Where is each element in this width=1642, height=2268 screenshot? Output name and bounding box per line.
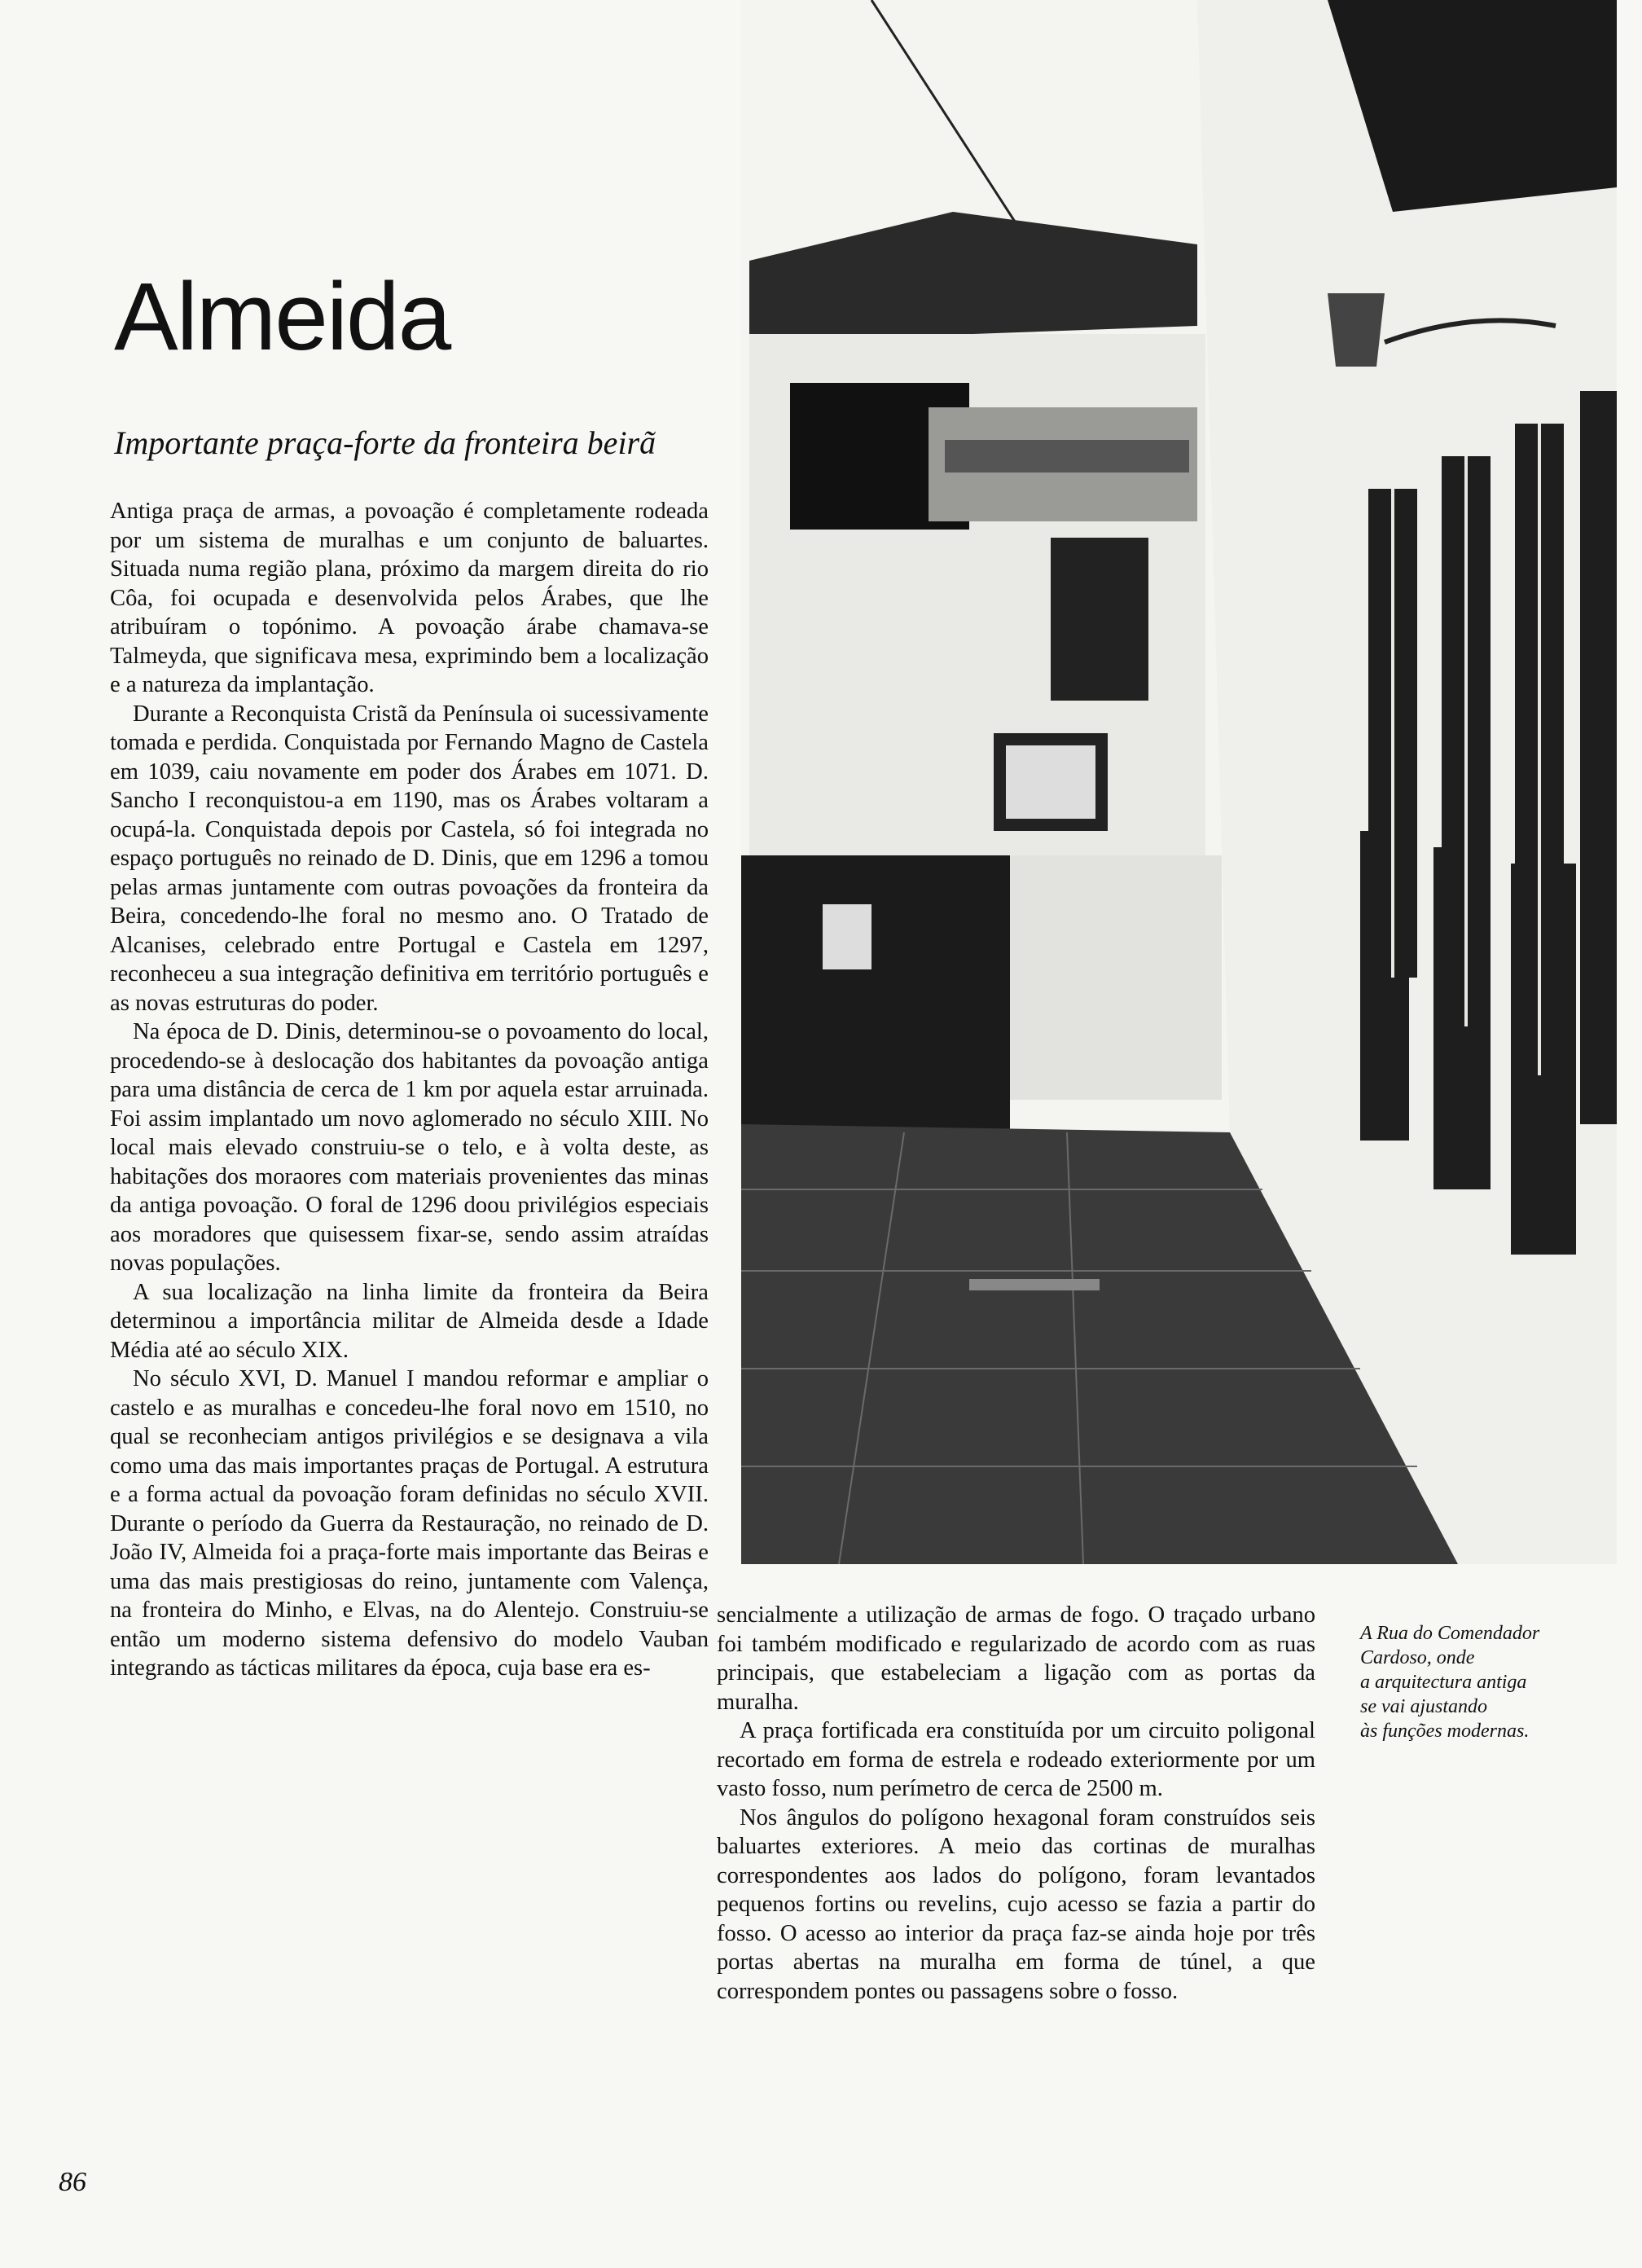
article-title: Almeida — [114, 263, 450, 371]
body-column-1 — [110, 497, 709, 1683]
body-column-2 — [717, 1601, 1315, 2006]
paragraph: sencialmente a utilização de armas de fogo. O traçado urbano foi também modificado e regularizado de acordo com as ruas principais, que estabeleciam a ligação com as portas da muralha. — [717, 1602, 1315, 1715]
article-subtitle: Importante praça-forte da fronteira beirã — [114, 424, 656, 461]
photo-caption — [1360, 1621, 1629, 1743]
caption-line: às funções modernas. — [1360, 1721, 1530, 1742]
paragraph: Durante a Reconquista Cristã da Península oi sucessivamente tomada e perdida. Conquistada por Fernando Magno de Castela em 1039, caiu novamente em poder dos Árabes em 1071. D. Sancho I reconquistou-a em 1190, mas os Árabes voltaram a ocupá-la. Conquistada depois por Castela, só foi integrada no espaço português no reinado de D. Dinis, que em 1296 a tomou pelas armas juntamente com outras povoações da fronteira da Beira, concedendo-lhe foral no mesmo ano. O Tratado de Alcanises, celebrado entre Portugal e Castela em 1297, reconheceu a sua integração definitiva em território português e as novas estruturas do poder. — [110, 701, 709, 1016]
street-photo — [741, 0, 1617, 1564]
paragraph: A sua localização na linha limite da fronteira da Beira determinou a importância militar de Almeida desde a Idade Média até ao século XIX. — [110, 1279, 709, 1363]
page-number: 86 — [59, 2167, 86, 2197]
caption-line: a arquitectura antiga — [1360, 1672, 1527, 1693]
paragraph: Nos ângulos do polígono hexagonal foram construídos seis baluartes exteriores. A meio das cortinas de muralhas correspondentes aos lados do polígono, foram levantados pequenos fortins ou revelins, cujo acesso se fazia a partir do fosso. O acesso ao interior da praça faz-se ainda hoje por três portas abertas na muralha em forma de túnel, a que correspondem pontes ou passagens sobre o fosso. — [717, 1804, 1315, 2004]
street-photo-illustration — [741, 0, 1617, 1564]
paragraph: Antiga praça de armas, a povoação é completamente rodeada por um sistema de muralhas e um conjunto de baluartes. Situada numa região plana, próximo da margem direita do rio Côa, foi ocupada e desenvolvida pelos Árabes, que lhe atribuíram o topónimo. A povoação árabe chamava-se Talmeyda, que significava mesa, exprimindo bem a localização e a natureza da implantação. — [110, 499, 709, 697]
paragraph: Na época de D. Dinis, determinou-se o povoamento do local, procedendo-se à deslocação dos habitantes da povoação antiga para uma distância de cerca de 1 km por aquela estar arruinada. Foi assim implantado um novo aglomerado no século XIII. No local mais elevado construiu-se o telo, e à volta deste, as habitações dos moraores com materiais provenientes das minas da antiga povoação. O foral de 1296 doou privilégios especiais aos moradores que quisessem fixar-se, sendo assim atraídas novas populações. — [110, 1019, 709, 1276]
caption-line: se vai ajustando — [1360, 1696, 1487, 1717]
paragraph: No século XVI, D. Manuel I mandou reformar e ampliar o castelo e as muralhas e concedeu-lhe foral novo em 1510, no qual se reconheciam antigos privilégios e se designava a vila como uma das mais importantes praças de Portugal. A estrutura e a forma actual da povoação foram definidas no século XVII. Durante o período da Guerra da Restauração, no reinado de D. João IV, Almeida foi a praça-forte mais importante das Beiras e uma das mais prestigiosas do reino, juntamente com Valença, na fronteira do Minho, e Elvas, na do Alentejo. Construiu-se então um moderno sistema defensivo do modelo Vauban integrando as tácticas militares da época, cuja base era es- — [110, 1366, 709, 1681]
caption-line: Cardoso, onde — [1360, 1647, 1475, 1668]
caption-line: A Rua do Comendador — [1360, 1623, 1540, 1644]
paragraph: A praça fortificada era constituída por um circuito poligonal recortado em forma de estrela e rodeado exteriormente por um vasto fosso, num perímetro de cerca de 2500 m. — [717, 1718, 1315, 1801]
